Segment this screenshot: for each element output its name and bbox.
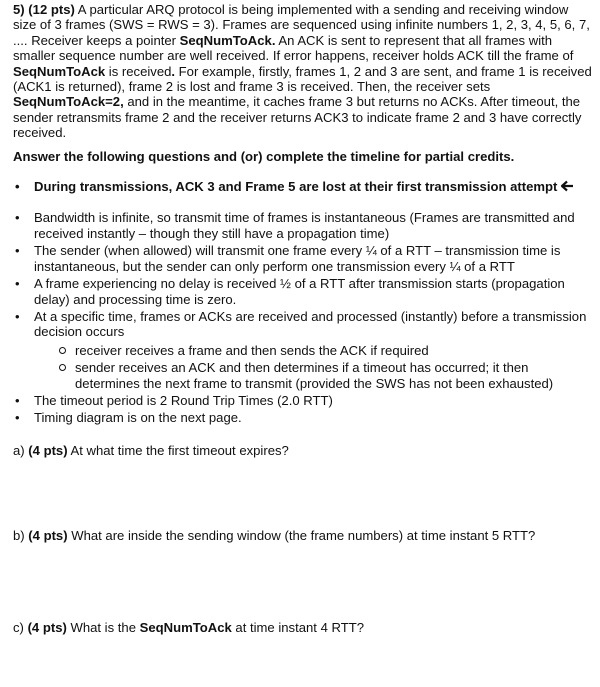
question-c-text-2: at time instant 4 RTT? [231,619,364,635]
sub-item [34,343,595,358]
assumption-text: The timeout period is 2 Round Trip Times (2.0 RTT) [34,392,333,408]
sub-list [34,343,595,391]
question-b [13,528,595,543]
term-seqnumtoack: SeqNumToAck. [179,32,276,48]
question-a-label: a) [13,442,25,458]
assumption-text: At a specific time, frames or ACKs are received and processed (instantly) before a transmission decision occurs [34,308,587,340]
assumption-item [13,309,595,391]
term-seqnumtoack-2: SeqNumToAck [13,63,106,79]
question-c-points: (4 pts) [27,619,67,635]
question-c [13,620,595,635]
question-a-text: At what time the first timeout expires? [67,442,289,458]
question-b-points: (4 pts) [28,528,68,544]
left-arrow-icon [560,180,574,192]
highlight-bullet-text: During transmissions, ACK 3 and Frame 5 are lost at their first transmission attempt [34,179,558,195]
sub-item [34,360,595,391]
intro-text-1: A particular ARQ protocol is being implemented with a sending and receiving window size of 3 frames (SWS = RWS = 3). Frames are sequenced using infinite numbers 1, 2, 3, 4, 5, 6, 7, .... Receiver keeps a pointer [13,2,590,48]
question-c-term: SeqNumToAck [139,619,232,635]
highlight-list [13,179,595,194]
assumption-item [13,210,595,241]
answer-instruction: Answer the following questions and (or) complete the timeline for partial credits. [13,148,515,164]
question-c-label: c) [13,619,24,635]
intro-text-5: and in the meantime, it caches frame 3 but returns no ACKs. After timeout, the sender retransmits frame 2 and the receiver returns ACK3 to indicate frame 2 and 3 have correctly received. [13,94,582,141]
question-number: 5) [13,2,25,17]
assumption-text: The sender (when allowed) will transmit one frame every ¼ of a RTT – transmission time is instantaneous, but the sender can only perform one transmission every ¼ of a RTT [34,243,561,274]
question-a-points: (4 pts) [28,442,68,458]
sub-item-text: receiver receives a frame and then sends the ACK if required [75,342,429,358]
question-b-label: b) [13,528,25,544]
intro-text-3: is received [105,63,172,79]
question-c-text-1: What is the [66,619,140,635]
assumption-item [13,243,595,274]
sub-item-text: sender receives an ACK and then determines if a timeout has occurred; it then determines the next frame to transmit (provided the SWS has not been exhausted) [75,360,554,391]
question-a [13,443,595,458]
intro-period: . [171,63,176,79]
assumption-item [13,276,595,307]
assumptions-list [13,210,595,425]
intro-text-4: For example, firstly, frames 1, 2 and 3 are sent, and frame 1 is received (ACK1 is returned), frame 2 is lost and frame 3 is received. Then, the receiver sets [13,63,592,95]
assumption-text: Bandwidth is infinite, so transmit time of frames is instantaneous (Frames are transmitted and received instantly – though they still have a propagation time) [34,210,575,241]
assumption-text: A frame experiencing no delay is received ½ of a RTT after transmission starts (propagation delay) and processing time is zero. [34,276,565,307]
question-points: (12 pts) [28,2,75,17]
problem-statement [13,2,595,141]
highlight-bullet [13,179,595,194]
question-b-text: What are inside the sending window (the frame numbers) at time instant 5 RTT? [67,528,536,544]
term-seqnumtoack-eq2: SeqNumToAck=2, [13,94,124,110]
intro-text-2: An ACK is sent to represent that all frames with smaller sequence number are well received. If error happens, receiver holds ACK till the frame of [13,32,574,64]
assumption-item [13,410,595,425]
assumption-item [13,393,595,408]
assumption-text: Timing diagram is on the next page. [34,410,242,426]
document-page [13,2,595,635]
